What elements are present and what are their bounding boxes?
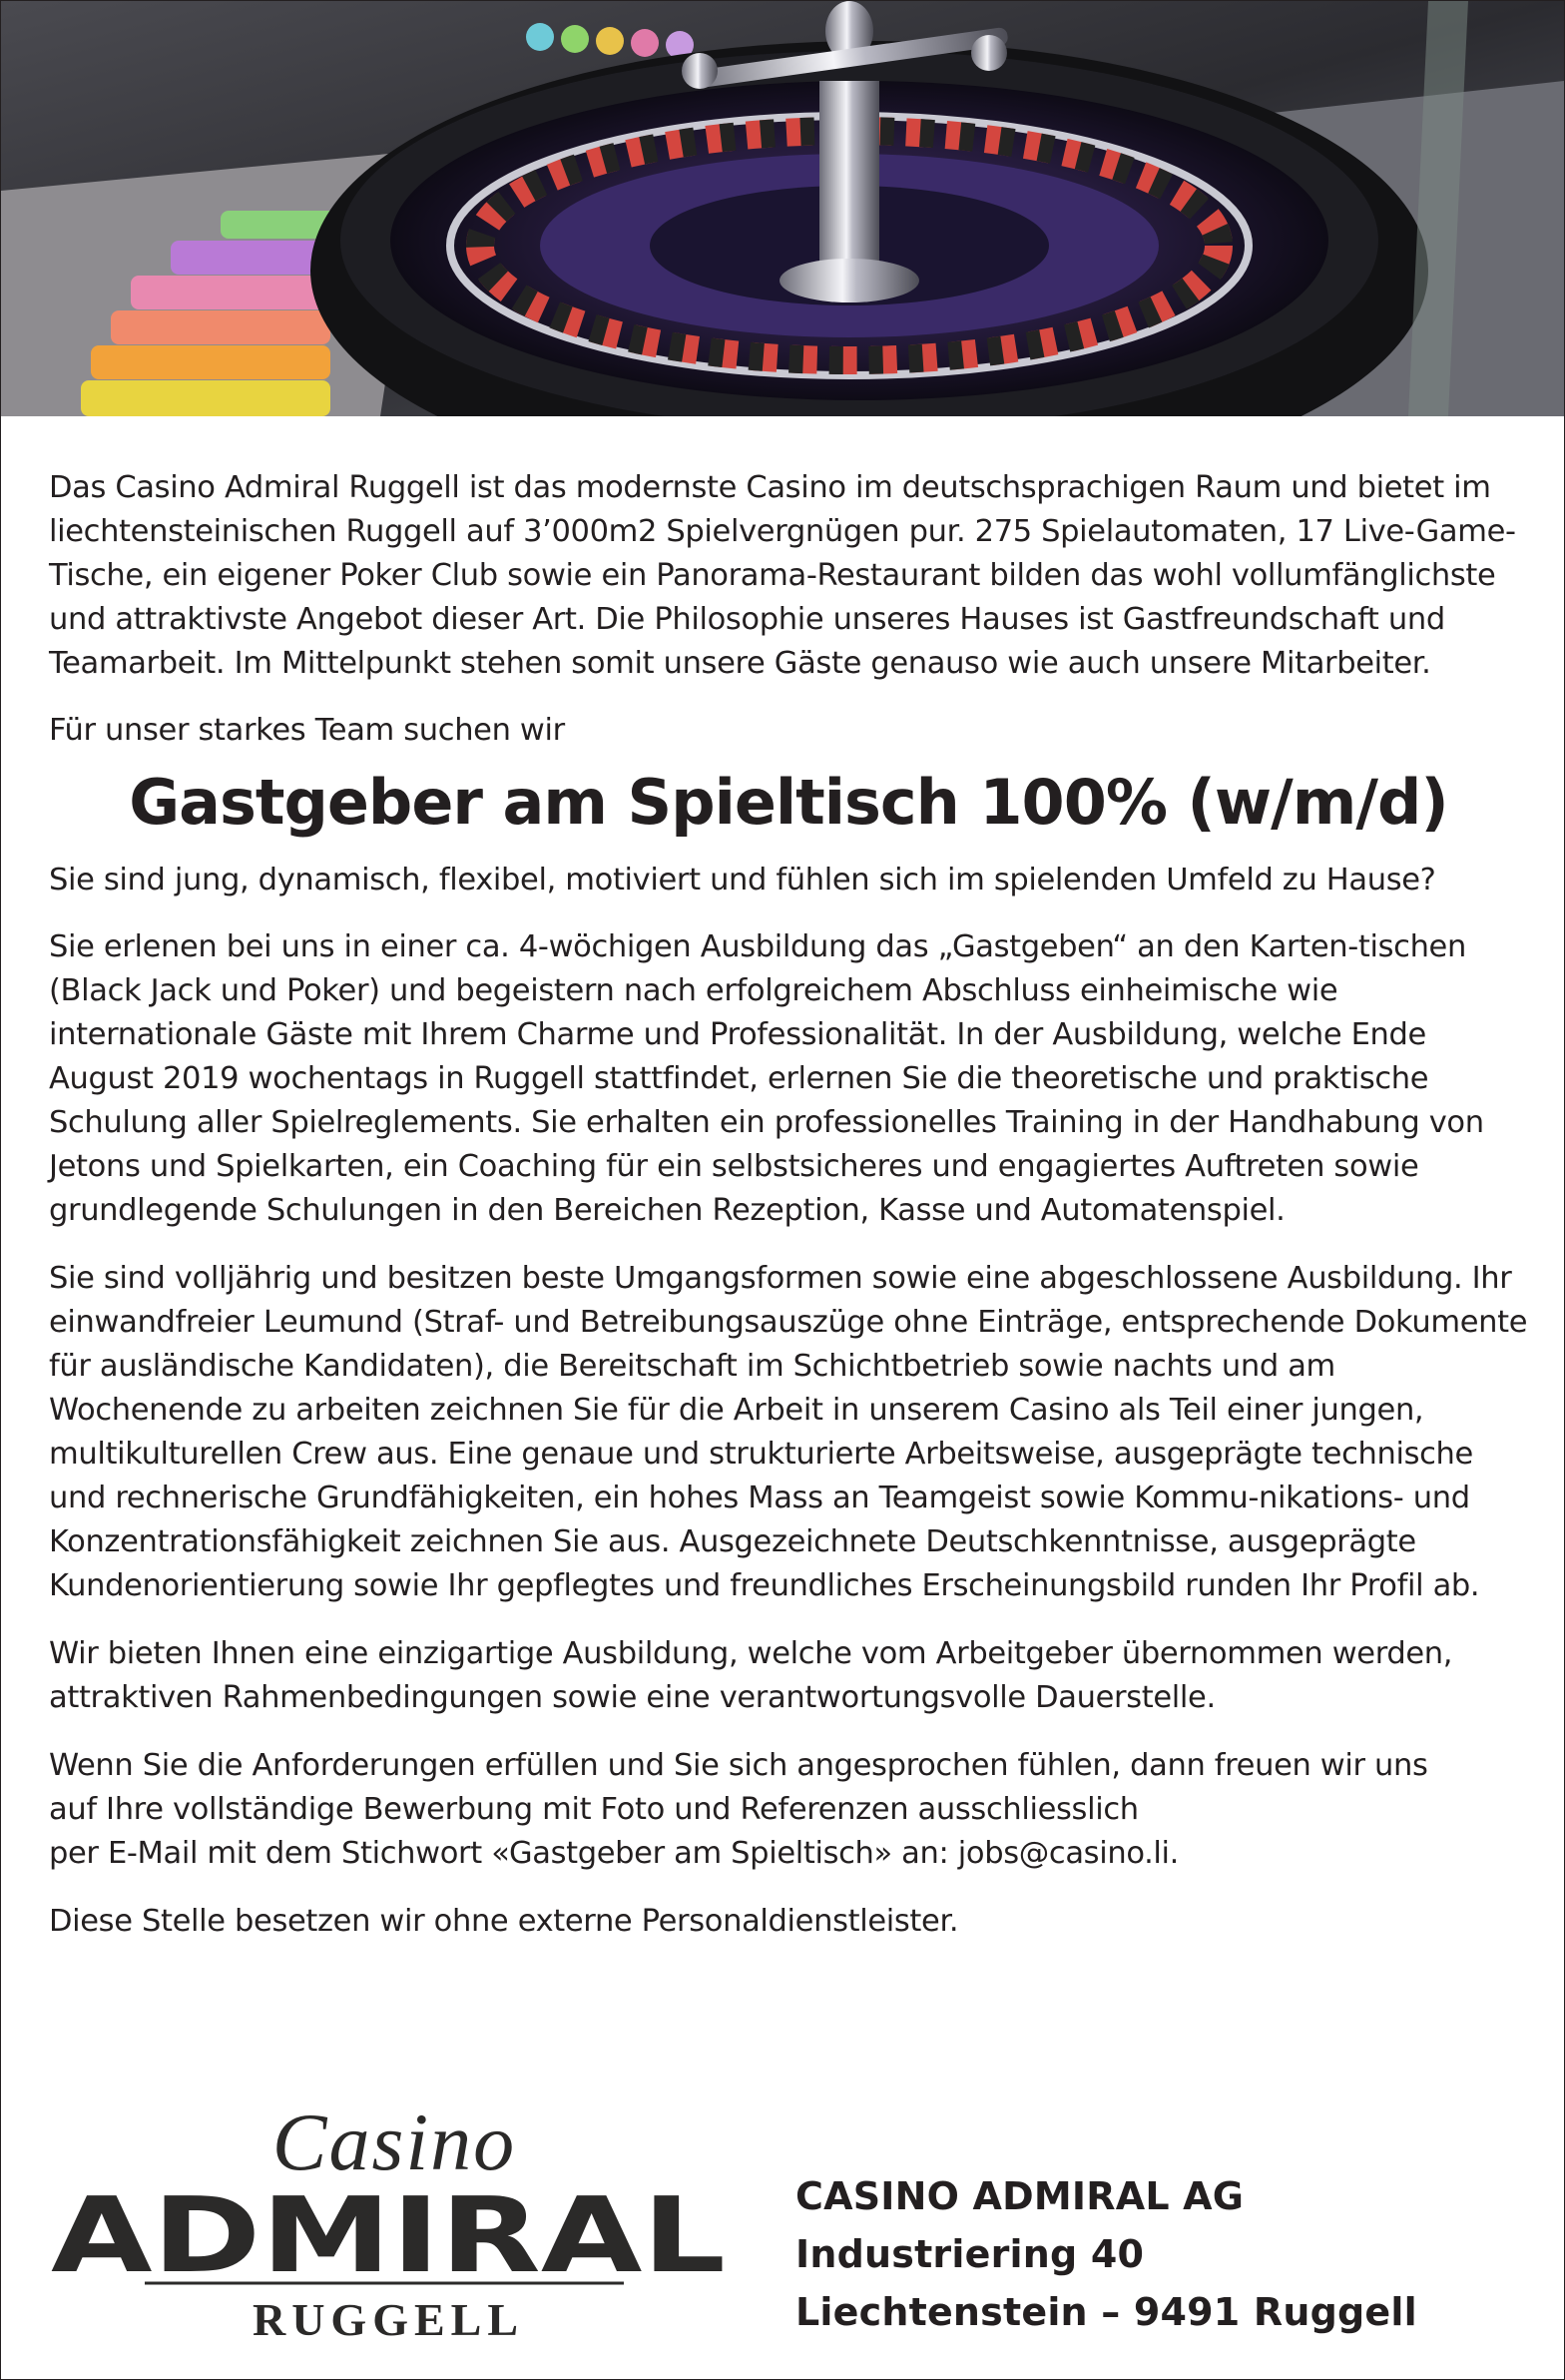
roulette-wheel-photo [1, 1, 1564, 416]
training-paragraph: Sie erlenen bei uns in einer ca. 4-wöchigen Ausbildung das „Gastgeben“ an den Karten-tischen (Black Jack und Poker) und begeistern nach erfolgreichem Abschluss einheimische wie internationale Gäste mit Ihrem Charme und Professionalität. In der Ausbildung, welche Ende August 2019 wochentags in Ruggell stattfindet, erlernen Sie die theoretische und praktische Schulung aller Spielreglements. Sie erhalten ein professionelles Training in der Handhabung von Jetons und Spielkarten, ein Coaching für ein selbstsicheres und engagiertes Auftreten sowie grundlegende Schulungen in den Bereichen Rezeption, Kasse und Automatenspiel. [49, 929, 1484, 1228]
disclaimer-text: Diese Stelle besetzen wir ohne externe Personaldienstleister. [49, 1904, 959, 1939]
apply-line-1: Wenn Sie die Anforderungen erfüllen und Sie sich angesprochen fühlen, dann freuen wir uns [49, 1748, 1428, 1783]
company-address [795, 2167, 1417, 2341]
address-city: Liechtenstein – 9491 Ruggell [795, 2290, 1417, 2334]
casino-admiral-logo [45, 2089, 732, 2349]
profile-paragraph: Sie sind volljährig und besitzen beste Umgangsformen sowie eine abgeschlossene Ausbildung. Ihr einwandfreier Leumund (Straf- und Betreibungsauszüge ohne Einträge, entsprechende Dokumente für ausländische Kandidaten), die Bereitschaft im Schichtbetrieb sowie nachts und am Wochenende zu arbeiten zeichnen Sie für die Arbeit in unserem Casino als Teil einer jungen, multikulturellen Crew aus. Eine genaue und strukturierte Arbeitsweise, ausgeprägte technische und rechnerische Grundfähigkeiten, ein hohes Mass an Teamgeist sowie Kommu-nikations- und Konzentrationsfähigkeit zeichnen Sie aus. Ausgezeichnete Deutschkenntnisse, ausgeprägte Kundenorientierung sowie Ihr gepflegtes und freundliches Erscheinungsbild runden Ihr Profil ab. [49, 1261, 1528, 1603]
address-street: Industriering 40 [795, 2232, 1145, 2276]
logo-casino-text: Casino [271, 2096, 517, 2187]
apply-line-3: per E-Mail mit dem Stichwort «Gastgeber am Spieltisch» an: jobs@casino.li. [49, 1836, 1180, 1871]
address-company: CASINO ADMIRAL AG [795, 2174, 1245, 2218]
job-title: Gastgeber am Spieltisch 100% (w/m/d) [129, 766, 1448, 839]
intro-paragraph: Das Casino Admiral Ruggell ist das modernste Casino im deutschsprachigen Raum und bietet im liechtensteinischen Ruggell auf 3’000m2 Spielvergnügen pur. 275 Spielautomaten, 17 Live-Game-Tische, ein eigener Poker Club sowie ein Panorama-Restaurant bilden das wohl vollumfänglichste und attraktivste Angebot dieser Art. Die Philosophie unseres Hauses ist Gastfreundschaft und Teamarbeit. Im Mittelpunkt stehen somit unsere Gäste genauso wie auch unsere Mitarbeiter. [49, 470, 1516, 681]
logo-admiral-text: ADMIRAL [51, 2174, 726, 2296]
apply-line-2: auf Ihre vollständige Bewerbung mit Foto und Referenzen ausschliesslich [49, 1792, 1139, 1827]
question-paragraph: Sie sind jung, dynamisch, flexibel, motiviert und fühlen sich im spielenden Umfeld zu Hause? [49, 863, 1436, 897]
offer-paragraph: Wir bieten Ihnen eine einzigartige Ausbildung, welche vom Arbeitgeber übernommen werden, attraktiven Rahmenbedingungen sowie eine verantwortungsvolle Dauerstelle. [49, 1636, 1453, 1715]
apply-paragraph [49, 1744, 1528, 1876]
logo-ruggell-text: RUGGELL [252, 2294, 525, 2345]
lead-in-text: Für unser starkes Team suchen wir [49, 713, 565, 748]
ad-body [49, 466, 1528, 1967]
